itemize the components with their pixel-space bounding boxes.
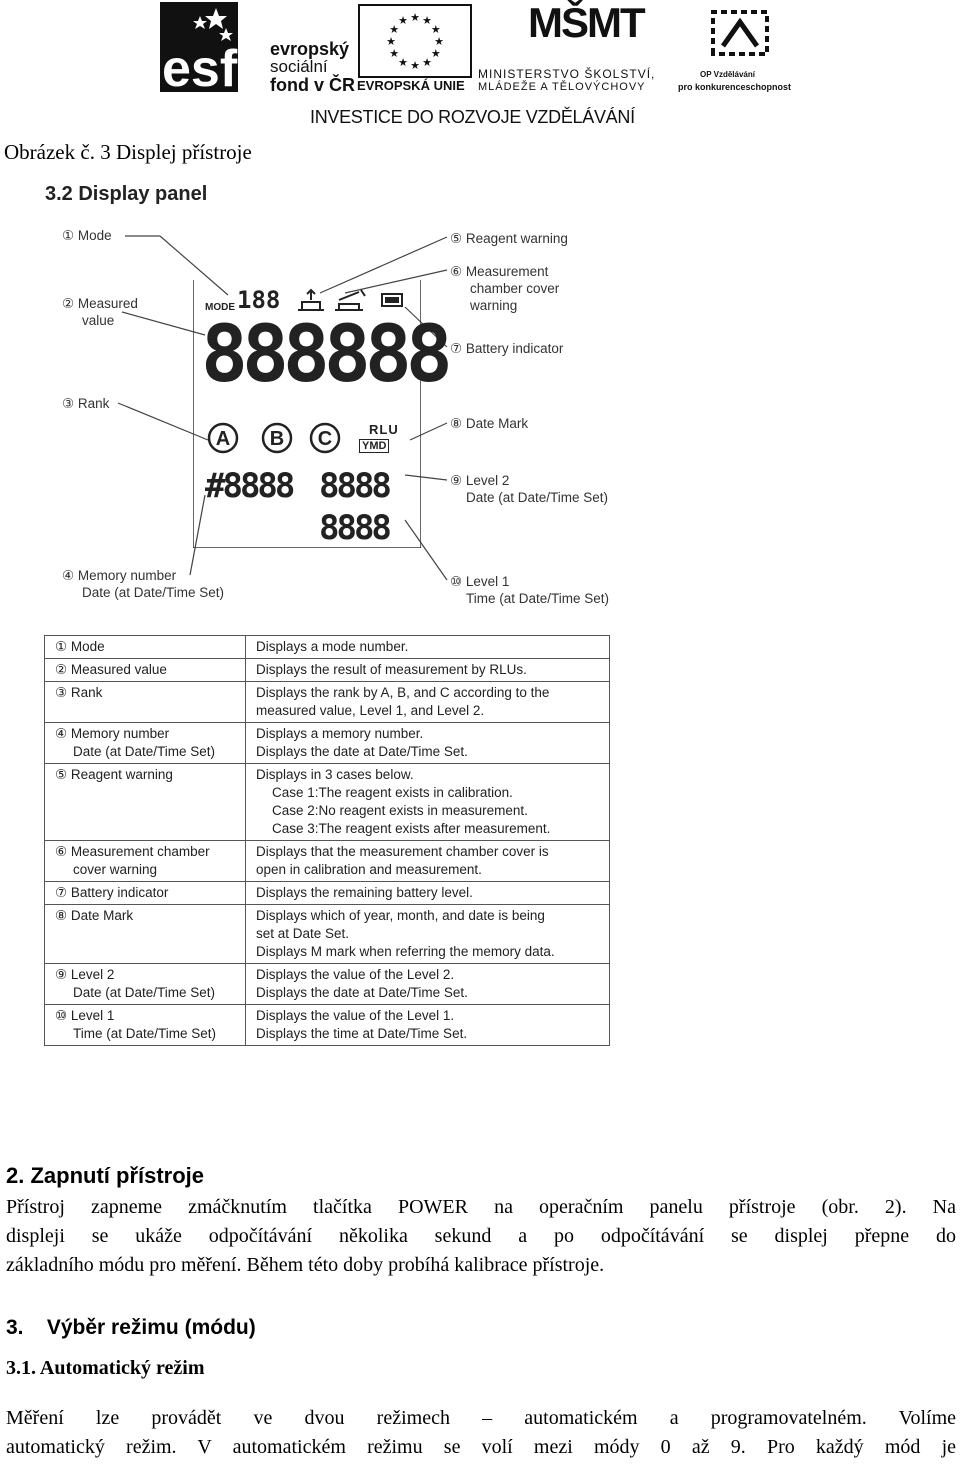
label-datemark: ⑧ Date Mark xyxy=(450,416,529,431)
section-2-line-3: základního módu pro měření. Během této doby probíhá kalibrace přístroje. xyxy=(6,1254,605,1276)
esf-line-2: sociální xyxy=(270,57,328,76)
table-row xyxy=(45,964,610,1005)
eu-flag-icon xyxy=(358,4,472,78)
table-item-line: Date (at Date/Time Set) xyxy=(73,985,216,1000)
eu-label: EVROPSKÁ UNIE xyxy=(357,78,465,93)
table-desc-line: Displays the result of measurement by RLUs. xyxy=(256,662,527,677)
table-item-cell xyxy=(45,964,246,1005)
table-desc-cell xyxy=(246,905,610,964)
table-item-line: ⑥ Measurement chamber xyxy=(55,844,210,859)
section-3-heading: 3. Výběr režimu (módu) xyxy=(6,1316,256,1339)
eu-star-icon: ★ xyxy=(430,24,441,36)
label-level2-line-2: Date (at Date/Time Set) xyxy=(466,490,609,505)
rank-c-label: C xyxy=(317,428,333,450)
op-logo-icon xyxy=(705,6,775,58)
table-desc-cell xyxy=(246,723,610,764)
table-item-line: ⑧ Date Mark xyxy=(55,908,134,923)
table-item-cell xyxy=(45,723,246,764)
table-item-line: ⑦ Battery indicator xyxy=(55,885,169,900)
table-desc-cell xyxy=(246,682,610,723)
table-item-line: ① Mode xyxy=(55,639,105,654)
table-desc-line: Case 3:The reagent exists after measurement. xyxy=(272,821,551,836)
table-item-line: cover warning xyxy=(73,862,158,877)
table-desc-line: Displays the rank by A, B, and C according to the xyxy=(256,685,550,700)
label-level1-line-1: ⑩ Level 1 xyxy=(450,574,510,589)
table-item-line: ④ Memory number xyxy=(55,726,170,741)
lcd-mode-text: MODE xyxy=(205,302,235,313)
eu-star-icon: ★ xyxy=(422,15,432,28)
table-row xyxy=(45,764,610,841)
table-item-cell xyxy=(45,1005,246,1046)
esf-stars-icon xyxy=(160,2,238,92)
eu-star-icon: ★ xyxy=(434,36,444,48)
table-desc-line: Displays which of year, month, and date is being xyxy=(256,908,545,923)
eu-star-icon: ★ xyxy=(430,48,441,60)
table-item-line: ③ Rank xyxy=(55,685,103,700)
table-row xyxy=(45,636,610,659)
table-desc-cell xyxy=(246,1005,610,1046)
table-desc-line: Displays the time at Date/Time Set. xyxy=(256,1026,468,1041)
table-desc-line: Displays the date at Date/Time Set. xyxy=(256,744,468,759)
section-3-line-1: Měření lze provádět ve dvou režimech – automatickém a programovatelném. Volíme xyxy=(6,1407,956,1429)
table-item-line: ⑩ Level 1 xyxy=(55,1008,115,1023)
table-desc-line: Case 2:No reagent exists in measurement. xyxy=(272,803,528,818)
lcd-row2: 8888 xyxy=(319,508,389,548)
label-rank: ③ Rank xyxy=(62,396,110,411)
eu-star-icon: ★ xyxy=(389,24,400,36)
esf-logo-box xyxy=(160,2,238,92)
label-battery: ⑦ Battery indicator xyxy=(450,341,564,356)
lcd-row1-left: #8888 xyxy=(205,466,293,506)
figure-caption: Obrázek č. 3 Displej přístroje xyxy=(4,140,252,164)
op-line-1: OP Vzdělávání xyxy=(700,70,755,79)
msmt-line-2: MLÁDEŽE A TĚLOVÝCHOVY xyxy=(478,81,646,93)
table-desc-cell xyxy=(246,882,610,905)
label-chamber-line-2: chamber cover xyxy=(470,281,560,296)
table-row xyxy=(45,905,610,964)
eu-star-icon: ★ xyxy=(386,36,396,48)
table-item-cell xyxy=(45,882,246,905)
label-chamber-line-3: warning xyxy=(470,298,518,313)
label-reagent: ⑤ Reagent warning xyxy=(450,231,568,246)
display-panel-table xyxy=(44,635,610,1046)
table-desc-cell xyxy=(246,764,610,841)
rank-a-icon xyxy=(207,422,239,459)
table-desc-line: Displays M mark when referring the memory data. xyxy=(256,944,555,959)
figure-title: 3.2 Display panel xyxy=(45,183,208,205)
table-item-line: Date (at Date/Time Set) xyxy=(73,744,216,759)
table-row xyxy=(45,1005,610,1046)
section-3-1-heading: 3.1. Automatický režim xyxy=(6,1357,205,1379)
eu-star-icon: ★ xyxy=(422,56,432,69)
table-item-cell xyxy=(45,636,246,659)
rank-b-label: B xyxy=(269,428,285,450)
table-row xyxy=(45,659,610,682)
table-desc-line: Displays a mode number. xyxy=(256,639,409,654)
label-memory-line-1: ④ Memory number xyxy=(62,568,177,583)
lcd-ymd: YMD xyxy=(359,439,389,453)
label-chamber-line-1: ⑥ Measurement xyxy=(450,264,549,279)
esf-line-3: fond v ČR xyxy=(270,75,355,95)
table-item-cell xyxy=(45,764,246,841)
table-desc-line: Displays that the measurement chamber cover is xyxy=(256,844,549,859)
table-desc-cell xyxy=(246,964,610,1005)
table-row xyxy=(45,682,610,723)
lcd-row1-right: 8888 xyxy=(319,466,389,506)
table-row xyxy=(45,882,610,905)
table-desc-line: set at Date Set. xyxy=(256,926,350,941)
table-row xyxy=(45,841,610,882)
label-level1-line-2: Time (at Date/Time Set) xyxy=(466,591,610,606)
label-level2-line-1: ⑨ Level 2 xyxy=(450,473,510,488)
rank-c-icon xyxy=(309,422,341,459)
table-item-line: ⑤ Reagent warning xyxy=(55,767,173,782)
table-item-line: ⑨ Level 2 xyxy=(55,967,115,982)
lcd-main-digits: 888888 xyxy=(201,310,447,400)
lcd-display xyxy=(193,280,447,548)
table-desc-line: Case 1:The reagent exists in calibration. xyxy=(272,785,513,800)
eu-star-icon: ★ xyxy=(410,60,420,72)
rank-b-icon xyxy=(261,422,293,459)
table-desc-cell xyxy=(246,659,610,682)
table-item-line: Time (at Date/Time Set) xyxy=(73,1026,217,1041)
table-desc-cell xyxy=(246,841,610,882)
investice-banner: INVESTICE DO ROZVOJE VZDĚLÁVÁNÍ xyxy=(310,107,635,127)
label-measured-line-1: ② Measured xyxy=(62,296,138,311)
table-desc-line: Displays the value of the Level 1. xyxy=(256,1008,455,1023)
label-mode: ① Mode xyxy=(62,228,112,243)
table-item-cell xyxy=(45,682,246,723)
section-3-line-2: automatický režim. V automatickém režimu se volí mezi módy 0 až 9. Pro každý mód je xyxy=(6,1436,956,1458)
rank-a-label: A xyxy=(215,428,231,450)
label-measured-line-2: value xyxy=(82,313,115,328)
eu-star-icon: ★ xyxy=(389,48,400,60)
table-desc-line: Displays a memory number. xyxy=(256,726,424,741)
eu-star-icon: ★ xyxy=(410,12,420,24)
table-desc-line: Displays in 3 cases below. xyxy=(256,767,414,782)
table-item-line: ② Measured value xyxy=(55,662,167,677)
section-2-line-2: displeji se ukáže odpočítávání několika sekund a po odpočítávání se displej přepne do xyxy=(6,1225,956,1247)
section-2-line-1: Přístroj zapneme zmáčknutím tlačítka POWER na operačním panelu přístroje (obr. 2). Na xyxy=(6,1196,956,1218)
section-2-heading: 2. Zapnutí přístroje xyxy=(6,1163,205,1188)
esf-logo-text: esf xyxy=(162,40,238,92)
eu-star-icon: ★ xyxy=(398,56,408,69)
msmt-logo: MŠMT xyxy=(528,0,644,46)
lcd-mode-digits: 188 xyxy=(237,286,281,314)
lcd-rlu: RLU xyxy=(369,422,399,437)
label-memory-line-2: Date (at Date/Time Set) xyxy=(82,585,225,600)
esf-text xyxy=(270,40,355,94)
table-item-cell xyxy=(45,841,246,882)
esf-line-1: evropský xyxy=(270,39,350,59)
table-desc-line: Displays the date at Date/Time Set. xyxy=(256,985,468,1000)
table-desc-cell xyxy=(246,636,610,659)
op-line-2: pro konkurenceschopnost xyxy=(678,82,792,92)
table-desc-line: Displays the value of the Level 2. xyxy=(256,967,455,982)
table-desc-line: measured value, Level 1, and Level 2. xyxy=(256,703,485,718)
msmt-line-1: MINISTERSTVO ŠKOLSTVÍ, xyxy=(478,67,656,81)
eu-star-icon: ★ xyxy=(398,15,408,28)
display-panel-figure xyxy=(0,175,630,1130)
table-item-cell xyxy=(45,905,246,964)
table-row xyxy=(45,723,610,764)
table-desc-line: open in calibration and measurement. xyxy=(256,862,482,877)
table-item-cell xyxy=(45,659,246,682)
table-desc-line: Displays the remaining battery level. xyxy=(256,885,473,900)
